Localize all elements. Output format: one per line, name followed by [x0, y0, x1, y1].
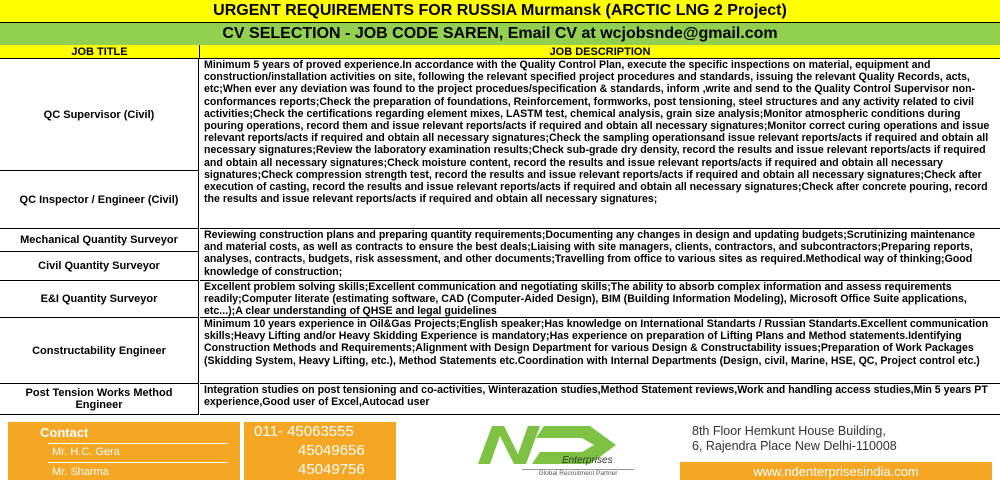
job-description-constructability: Minimum 10 years experience in Oil&Gas Projects;English speaker;Has knowledge on International Standarts / Russian Standarts.Excellent communication skills;Heavy Lifting and/or Heavy Skidding Experience is mandatory;Has experience on preparation of Lifting Plans and Method statements.Identifying Construction Methods and Requirements;Alignment with Design Department for various Design & Constructability issues;Preparation of Work Packages (Skidding System, Heavy Lifting, etc.), Method Statements etc.Coordination with Internal Departments (Design, civil, Marine, HSE, QC, Project control etc.): [200, 318, 1000, 384]
page-title: URGENT REQUIREMENTS FOR RUSSIA Murmansk (ARCTIC LNG 2 Project): [0, 0, 1000, 23]
job-title-mechanical-qs: Mechanical Quantity Surveyor: [0, 229, 199, 252]
job-description-post-tension: Integration studies on post tensioning and co-activities, Winterazation studies,Method Statement reviews,Work and handling access studies,Min 5 years PT experience,Good user of Excel,Autocad user: [200, 384, 1000, 415]
job-title-ei-qs: E&I Quantity Surveyor: [0, 281, 199, 318]
phone-number: 45049756: [298, 461, 365, 478]
contact-footer: [0, 418, 1000, 482]
column-header-job-description: JOB DESCRIPTION: [200, 45, 1000, 59]
job-title-civil-qs: Civil Quantity Surveyor: [0, 252, 199, 281]
contact-label: Contact: [40, 425, 89, 440]
phone-panel: [244, 422, 396, 480]
address-line: 6, Rajendra Place New Delhi-110008: [692, 439, 897, 453]
job-description-ei-qs: Excellent problem solving skills;Excellent communication and negotiating skills;The ability to absorb complex information and assess requirements readily;Computer literate (estimating software, CAD (Computer-Aided Design), BIM (Building Information Modeling), Microsoft Office Suite applications, etc...);A clear understanding of QHSE and legal guidelines: [200, 281, 1000, 318]
job-title-qc-supervisor: QC Supervisor (Civil): [0, 59, 199, 171]
website-link[interactable]: www.ndenterprisesindia.com: [680, 462, 992, 480]
logo-tagline: Global Recruitment Partner: [522, 469, 634, 477]
job-title-post-tension-engineer: Post Tension Works Method Engineer: [0, 384, 199, 415]
contact-panel: [8, 422, 240, 480]
logo-text: Enterprises: [562, 455, 613, 466]
column-header-job-title: JOB TITLE: [0, 45, 200, 59]
phone-number: 011- 45063555: [254, 423, 354, 440]
phone-number: 45049656: [298, 442, 365, 459]
contact-name: Mr. H.C. Gera: [52, 446, 120, 458]
job-description-qc: Minimum 5 years of proved experience.In accordance with the Quality Control Plan, execute the specific inspections on material, equipment and construction/installation activities on site, following the relevant specified project procedures and standards, issuing the relevant Quality Records, acts, etc;When ever any deviation was found to the project procedues/specification & standards, inform ,write and send to the Quality Control Supervisor non-conformances reports;Check the preparation of foundations, Reinforcement, formworks, post tensioning, steel structures and any activity related to civil activities;Check the certifications regarding element mixes, LASTM test, chemical analysis, grain size analysis;Monitor atmospheric conditions during pouring operations, record them and issue relevant reports/acts if required and obtain all necessary signatures;Monitor correct curing operations and issue relevant reports/acts if required and obtain all necessary signatures;Check the sampling operationsand issue relevant reports/acts if required and obtain all necessary signatures;Review the laboratory examination results;Check sub-grade dry density, record the results and issue relevant reports/acts if required and obtain all necessary signatures;Check moisture content, record the results and issue relevant reports/acts if required and obtain all necessary signatures;Check compression strength test, record the results and issue relevant reports/acts if required and obtain all necessary signatures;Check after execution of casting, record the results and issue relevant reports/acts if required and obtain all necessary signatures;Check after concrete pouring, record the results and issue relevant reports/acts if required and obtain all necessary signatures;: [200, 59, 1000, 229]
job-code-banner: CV SELECTION - JOB CODE SAREN, Email CV at wcjobsnde@gmail.com: [0, 23, 1000, 46]
job-title-constructability-engineer: Constructability Engineer: [0, 318, 199, 384]
contact-name: Mr. Sharma: [52, 466, 109, 478]
job-description-quantity-surveyor: Reviewing construction plans and preparing quantity requirements;Documenting any changes in design and updating budgets;Scrutinizing maintenance and material costs, as well as contracts to ensure the best deals;Liaising with site managers, clients, contractors, and subcontractors;Preparing reports, analyses, contracts, budgets, risk assessment, and other documents;Travelling from office to various sites as required.Methodical way of thinking;Good knowledge of construction;: [200, 229, 1000, 281]
address-line: 8th Floor Hemkunt House Building,: [692, 424, 886, 438]
office-address: [692, 424, 992, 454]
job-title-qc-inspector: QC Inspector / Engineer (Civil): [0, 171, 199, 229]
